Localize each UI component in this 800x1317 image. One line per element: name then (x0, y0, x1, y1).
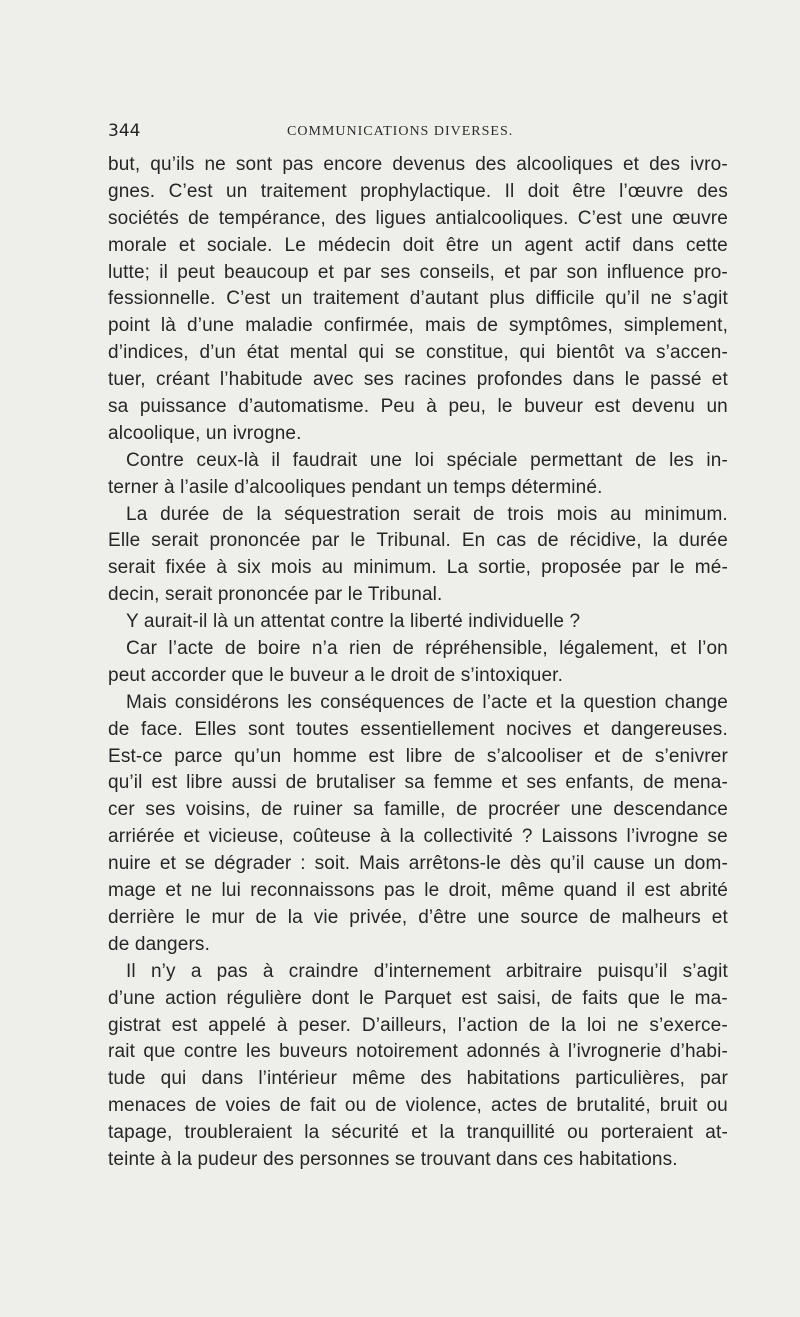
text-line: morale et sociale. Le médecin doit être un agent actif dans cette (108, 234, 728, 256)
text-line: terner à l’asile d’alcooliques pendant un temps déterminé. (108, 476, 603, 498)
text-line: sociétés de tempérance, des ligues antialcooliques. C’est une œuvre (108, 207, 728, 229)
text-line: decin, serait prononcée par le Tribunal. (108, 584, 443, 606)
text-line: Est-ce parce qu’un homme est libre de s’alcooliser et de s’enivrer (108, 745, 728, 767)
text-line: tude qui dans l’intérieur même des habitations particulières, par (108, 1068, 728, 1090)
text-line: qu’il est libre aussi de brutaliser sa femme et ses enfants, de mena- (108, 772, 728, 794)
text-line: Car l’acte de boire n’a rien de répréhensible, légalement, et l’on (126, 638, 728, 660)
text-line: Il n’y a pas à craindre d’internement arbitraire puisqu’il s’agit (126, 960, 728, 982)
text-line: rait que contre les buveurs notoirement adonnés à l’ivrognerie d’habi- (108, 1041, 728, 1063)
text-line: cer ses voisins, de ruiner sa famille, de procréer une descendance (108, 799, 728, 821)
text-line: lutte; il peut beaucoup et par ses conseils, et par son influence pro- (108, 261, 728, 283)
text-line: derrière le mur de la vie privée, d’être une source de malheurs et (108, 906, 728, 928)
text-line: teinte à la pudeur des personnes se trouvant dans ces habitations. (108, 1148, 678, 1170)
text-line: d’une action régulière dont le Parquet est saisi, de faits que le ma- (108, 987, 728, 1009)
text-line: alcoolique, un ivrogne. (108, 422, 302, 444)
text-line: sa puissance d’automatisme. Peu à peu, le buveur est devenu un (108, 396, 728, 418)
text-line: peut accorder que le buveur a le droit de s’intoxiquer. (108, 664, 564, 686)
text-line: fessionnelle. C’est un traitement d’autant plus difficile qu’il ne s’agit (108, 288, 728, 310)
text-line: Mais considérons les conséquences de l’acte et la question change (126, 691, 728, 713)
text-line: tuer, créant l’habitude avec ses racines profondes dans le passé et (108, 369, 728, 391)
text-line: Elle serait prononcée par le Tribunal. En cas de récidive, la durée (108, 530, 728, 552)
text-line: point là d’une maladie confirmée, mais de symptômes, simplement, (108, 315, 728, 337)
text-line: d’indices, d’un état mental qui se constitue, qui bientôt va s’accen- (108, 342, 728, 364)
text-line: menaces de voies de fait ou de violence, actes de brutalité, bruit ou (108, 1095, 728, 1117)
text-line: mage et ne lui reconnaissons pas le droit, même quand il est abrité (108, 880, 728, 902)
text-line: tapage, troubleraient la sécurité et la tranquillité ou porteraient at- (108, 1122, 728, 1144)
text-line: de face. Elles sont toutes essentiellement nocives et dangereuses. (108, 718, 728, 740)
text-line: Contre ceux-là il faudrait une loi spéciale permettant de les in- (126, 449, 728, 471)
body-text (108, 152, 728, 1174)
text-line: gnes. C’est un traitement prophylactique. Il doit être l’œuvre des (108, 180, 728, 202)
text-line: de dangers. (108, 933, 211, 955)
running-title: COMMUNICATIONS DIVERSES. (287, 124, 514, 139)
text-line: La durée de la séquestration serait de trois mois au minimum. (126, 503, 728, 525)
page-number: 344 (108, 121, 141, 141)
text-line: Y aurait-il là un attentat contre la liberté individuelle ? (126, 611, 581, 633)
text-line: nuire et se dégrader : soit. Mais arrêtons-le dès qu’il cause un dom- (108, 853, 728, 875)
text-line: arriérée et vicieuse, coûteuse à la collectivité ? Laissons l’ivrogne se (108, 826, 728, 848)
page-header (108, 121, 728, 141)
text-line: but, qu’ils ne sont pas encore devenus des alcooliques et des ivro- (108, 154, 728, 175)
text-line: gistrat est appelé à peser. D’ailleurs, l’action de la loi ne s’exerce- (108, 1014, 728, 1036)
text-line: serait fixée à six mois au minimum. La sortie, proposée par le mé- (108, 557, 728, 579)
